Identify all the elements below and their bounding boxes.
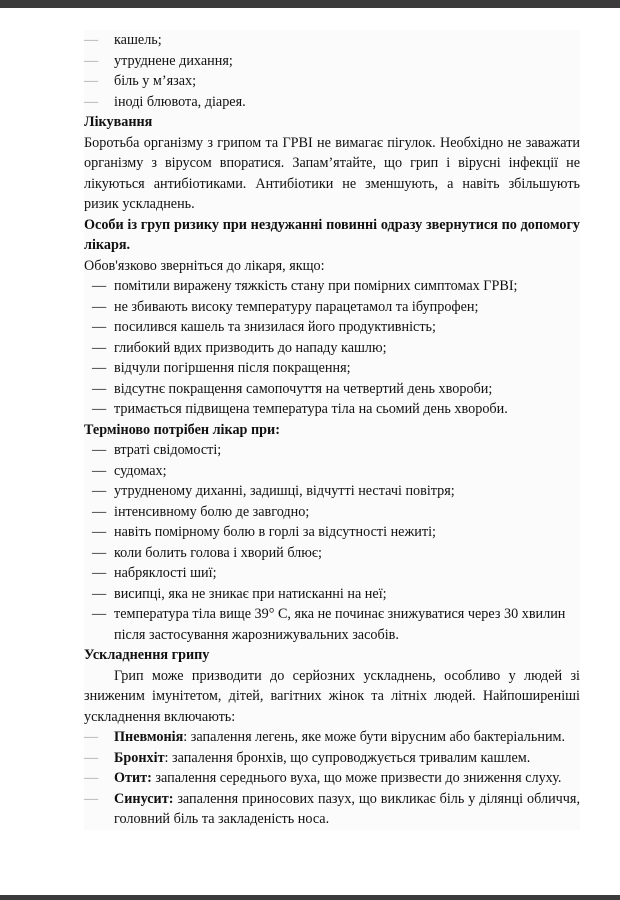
- list-item: — відсутнє покращення самопочуття на четвертий день хвороби;: [84, 379, 580, 400]
- urgent-list: [84, 440, 580, 645]
- complication-term: Синусит:: [114, 790, 174, 807]
- complication-text: запалення середнього вуха, що може призвести до зниження слуху.: [151, 770, 562, 786]
- list-item: — не збивають високу температуру парацетамол та ібупрофен;: [84, 297, 580, 318]
- list-item: — утруднене дихання;: [84, 51, 580, 72]
- complication-text: запалення приносових пазух, що викликає біль у ділянці обличчя, головний біль та закладеність носа.: [114, 790, 580, 827]
- risk-group-note: Особи із груп ризику при нездужанні повинні одразу звернутися по допомогу лікаря.: [84, 216, 580, 253]
- list-item: — інтенсивному болю де завгодно;: [84, 502, 580, 523]
- list-item: — помітили виражену тяжкість стану при помірних симптомах ГРВІ;: [84, 276, 580, 297]
- complications-heading: Ускладнення грипу: [84, 647, 210, 663]
- complication-text: запалення бронхів, що супроводжується тривалим кашлем.: [168, 749, 531, 766]
- complication-term: Бронхіт: [114, 749, 165, 766]
- list-item: — втраті свідомості;: [84, 440, 580, 461]
- complication-text: запалення легень, яке може бути вірусним або бактеріальним.: [187, 729, 566, 745]
- complications-list: [84, 727, 580, 830]
- list-item: — температура тіла вище 39° С, яка не починає знижуватися через 30 хвилин після застосування жарознижувальних засобів.: [84, 604, 580, 645]
- complications-intro: Грип може призводити до серйозних ускладнень, особливо у людей зі зниженим імунітетом, дітей, вагітних жінок та літніх людей. Найпоширеніші ускладнення включають:: [84, 667, 580, 725]
- symptoms-list: [84, 30, 580, 112]
- list-item: — навіть помірному болю в горлі за відсутності нежиті;: [84, 522, 580, 543]
- must-see-doctor-intro: Обов'язково зверніться до лікаря, якщо:: [84, 257, 325, 274]
- list-item: [84, 789, 580, 830]
- complication-term: Отит:: [114, 770, 152, 786]
- list-item: — коли болить голова і хворий блює;: [84, 543, 580, 564]
- list-item: — набряклості шиї;: [84, 563, 580, 584]
- must-see-doctor-list: [84, 276, 580, 420]
- term-separator: :: [183, 729, 188, 745]
- list-item: — відчули погіршення після покращення;: [84, 358, 580, 379]
- bottom-frame-bar: [0, 895, 620, 900]
- treatment-paragraph: Боротьба організму з грипом та ГРВІ не вимагає пігулок. Необхідно не заважати організму з вірусом впоратися. Запам’ятайте, що грип і вірусні інфекції не лікуються антибіотиками. Антибіотики не зменшують, а навіть збільшують ризик ускладнень.: [84, 134, 580, 212]
- list-item: — біль у м’язах;: [84, 71, 580, 92]
- list-item: — посилився кашель та знизилася його продуктивність;: [84, 317, 580, 338]
- list-item: — судомах;: [84, 461, 580, 482]
- list-item: [84, 727, 580, 748]
- list-item: [84, 748, 580, 769]
- treatment-heading: Лікування: [84, 114, 153, 130]
- document-page: [84, 30, 580, 830]
- list-item: — висипці, яка не зникає при натисканні на неї;: [84, 584, 580, 605]
- list-item: [84, 768, 580, 789]
- list-item: — тримається підвищена температура тіла на сьомий день хвороби.: [84, 399, 580, 420]
- list-item: — кашель;: [84, 30, 580, 51]
- list-item: — іноді блювота, діарея.: [84, 92, 580, 113]
- list-item: — утрудненому диханні, задишці, відчутті нестачі повітря;: [84, 481, 580, 502]
- complication-term: Пневмонія: [114, 729, 184, 745]
- term-separator: :: [164, 749, 169, 766]
- top-frame-bar: [0, 0, 620, 8]
- urgent-heading: Терміново потрібен лікар при:: [84, 421, 280, 438]
- list-item: — глибокий вдих призводить до нападу кашлю;: [84, 338, 580, 359]
